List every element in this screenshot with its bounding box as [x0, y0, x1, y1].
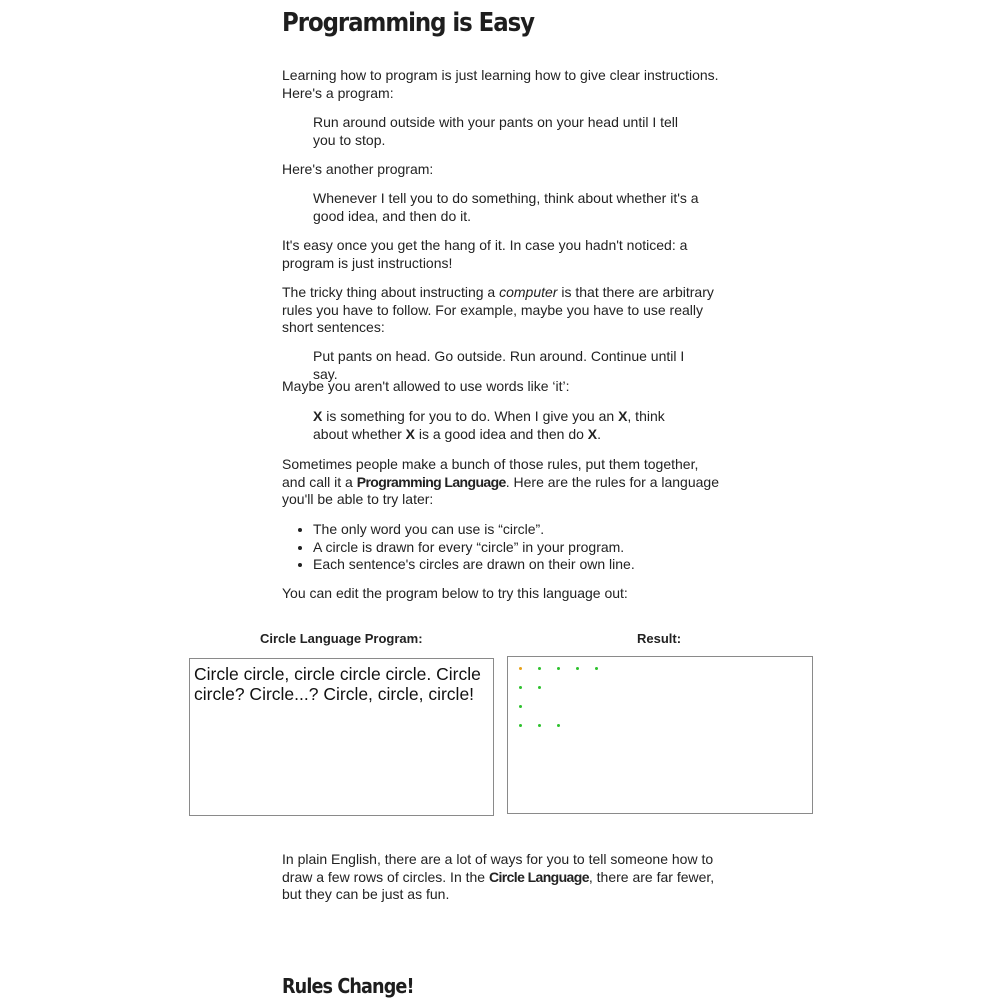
- intro-paragraph: Learning how to program is just learning how to give clear instructions. Here's a program:: [282, 67, 719, 101]
- page-title: Programming is Easy: [282, 8, 534, 38]
- x-symbol: X: [313, 408, 323, 424]
- x-program-part-4: .: [597, 425, 602, 442]
- rule-item: • The only word you can use is “circle”.: [313, 521, 753, 539]
- rules-list: [282, 521, 753, 574]
- circle-program-editor[interactable]: [189, 658, 494, 816]
- result-circle: [519, 667, 522, 670]
- section-heading-rules-change: Rules Change!: [282, 974, 414, 998]
- result-circle: [538, 724, 541, 727]
- plain-english-text-after: , there are far fewer, but they can be just as fun.: [282, 868, 715, 902]
- easy-paragraph: It's easy once you get the hang of it. In case you hadn't noticed: a program is just instructions!: [282, 237, 688, 271]
- result-circle: [557, 724, 560, 727]
- sometimes-paragraph: [282, 456, 722, 509]
- result-circle: [557, 667, 560, 670]
- editor-label: Circle Language Program:: [260, 631, 423, 646]
- example-program-1: Run around outside with your pants on your head until I tell you to stop.: [313, 114, 679, 148]
- programming-language-term: Programming Language: [356, 473, 506, 490]
- tricky-text-after: is that there are arbitrary rules you have to follow. For example, maybe you have to use really short sentences:: [282, 284, 714, 335]
- plain-english-text-before: In plain English, there are a lot of ways for you to tell someone how to draw a few rows of circles. In the: [282, 851, 714, 885]
- result-circle: [595, 667, 598, 670]
- tricky-emphasis: computer: [499, 284, 558, 300]
- x-symbol: X: [587, 425, 598, 442]
- result-circle: [519, 724, 522, 727]
- result-circle: [519, 686, 522, 689]
- short-sentences-program: Put pants on head. Go outside. Run around. Continue until I say.: [313, 348, 685, 382]
- edit-below-paragraph: You can edit the program below to try this language out:: [282, 585, 628, 601]
- example-program-2: Whenever I tell you to do something, think about whether it's a good idea, and then do it.: [313, 190, 699, 224]
- plain-english-paragraph: [282, 851, 722, 904]
- result-circle: [538, 686, 541, 689]
- rule-item: • A circle is drawn for every “circle” in your program.: [313, 539, 753, 557]
- x-symbol: X: [618, 408, 628, 424]
- maybe-it-paragraph: Maybe you aren't allowed to use words like ‘it’:: [282, 378, 570, 394]
- tricky-paragraph: [282, 284, 722, 337]
- sometimes-text-after: . Here are the rules for a language you'll be able to try later:: [282, 473, 719, 507]
- x-program-part-3: is a good idea and then do: [414, 425, 588, 442]
- x-symbol: X: [405, 425, 415, 442]
- rule-item: • Each sentence's circles are drawn on their own line.: [313, 556, 753, 574]
- x-program-part-2: , think about whether: [313, 408, 665, 442]
- x-program: [313, 408, 703, 443]
- circle-language-term: Circle Language: [488, 868, 589, 885]
- result-circle: [538, 667, 541, 670]
- tricky-text-before: The tricky thing about instructing a: [282, 284, 500, 300]
- x-program-part-1: is something for you to do. When I give you an: [322, 408, 619, 424]
- result-label: Result:: [637, 631, 682, 646]
- sometimes-text-before: Sometimes people make a bunch of those rules, put them together, and call it a: [282, 456, 699, 490]
- another-program-text: Here's another program:: [282, 161, 434, 177]
- result-circle: [576, 667, 579, 670]
- result-circle: [519, 705, 522, 708]
- result-canvas: [507, 656, 813, 814]
